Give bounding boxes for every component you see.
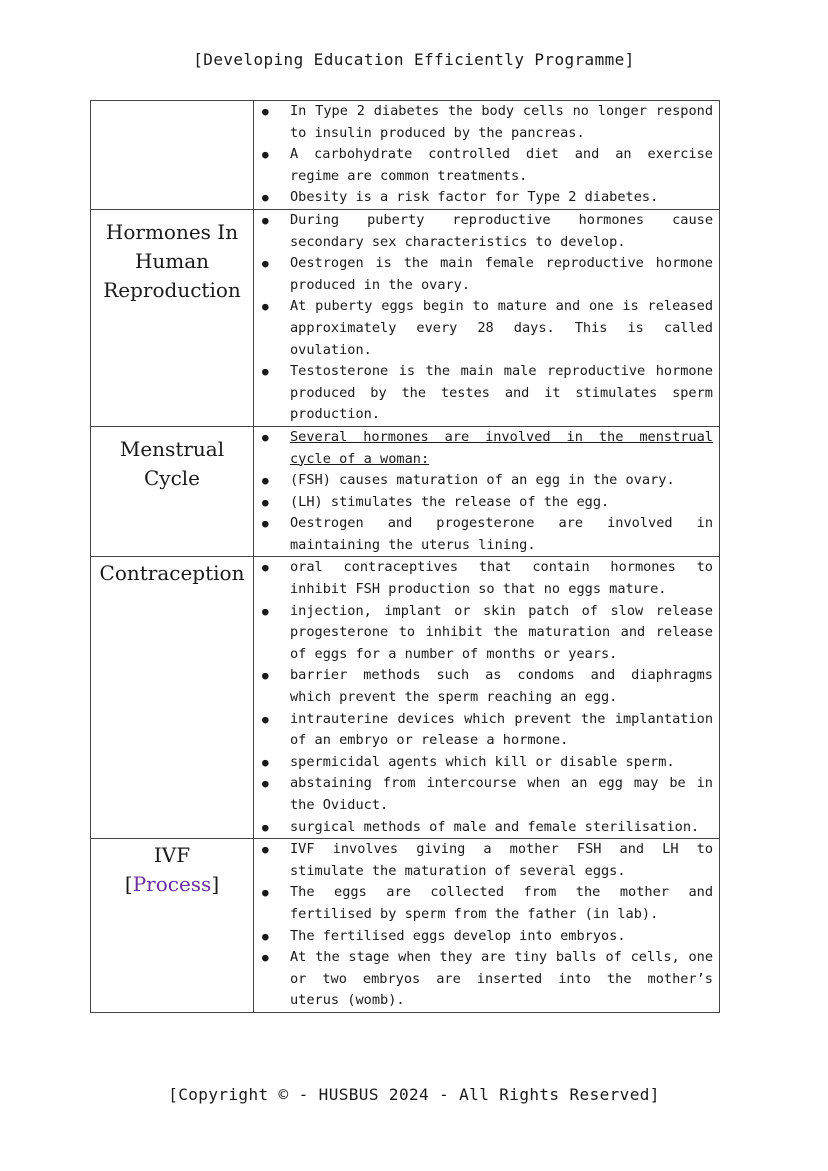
list-item: ● In Type 2 diabetes the body cells no longer respond to insulin produced by the pancreas. (290, 101, 713, 144)
bullet-list (254, 210, 719, 426)
list-item: ● intrauterine devices which prevent the implantation of an embryo or release a hormone. (290, 709, 713, 752)
page-footer: [Copyright © - HUSBUS 2024 - All Rights Reserved] (168, 1085, 660, 1104)
bullet-list (254, 427, 719, 557)
list-item: ● oral contraceptives that contain hormones to inhibit FSH production so that no eggs mature. (290, 557, 713, 600)
points-cell (254, 101, 720, 210)
list-item: ● Obesity is a risk factor for Type 2 diabetes. (290, 187, 713, 209)
list-item: ● Several hormones are involved in the menstrual cycle of a woman: (290, 427, 713, 470)
table-row (91, 557, 720, 839)
points-cell (254, 557, 720, 839)
list-item: ● spermicidal agents which kill or disable sperm. (290, 752, 713, 774)
list-item: ● The eggs are collected from the mother and fertilised by sperm from the father (in lab). (290, 882, 713, 925)
list-item: ● The fertilised eggs develop into embryos. (290, 926, 713, 948)
list-item: ● At puberty eggs begin to mature and one is released approximately every 28 days. This is called ovulation. (290, 296, 713, 361)
topic-cell (91, 101, 254, 210)
topic-cell (91, 839, 254, 1013)
topic-title: Menstrual Cycle (119, 436, 225, 490)
topic-title: Contraception (99, 561, 245, 586)
list-item: ● (FSH) causes maturation of an egg in the ovary. (290, 470, 713, 492)
list-item: ● Testosterone is the main male reproductive hormone produced by the testes and it stimulates sperm production. (290, 361, 713, 426)
table-row (91, 209, 720, 426)
bullet-list (254, 101, 719, 209)
topic-cell (91, 557, 254, 839)
list-item: ● injection, implant or skin patch of slow release progesterone to inhibit the maturation and release of eggs for a number of months or years. (290, 601, 713, 666)
page-header: [Developing Education Efficiently Programme] (193, 50, 635, 69)
list-item: ● Oestrogen and progesterone are involved in maintaining the uterus lining. (290, 513, 713, 556)
list-item: ● surgical methods of male and female sterilisation. (290, 817, 713, 839)
bullet-list (254, 557, 719, 838)
topic-subtitle: [Process] (124, 872, 220, 897)
list-item: ● (LH) stimulates the release of the egg. (290, 492, 713, 514)
list-item: ● A carbohydrate controlled diet and an exercise regime are common treatments. (290, 144, 713, 187)
bullet-list (254, 839, 719, 1012)
topic-cell (91, 209, 254, 426)
table-row (91, 101, 720, 210)
topic-cell (91, 426, 254, 557)
list-item: ● At the stage when they are tiny balls of cells, one or two embryos are inserted into the mother’s uterus (womb). (290, 947, 713, 1012)
list-item: ● IVF involves giving a mother FSH and LH to stimulate the maturation of several eggs. (290, 839, 713, 882)
list-item: ● barrier methods such as condoms and diaphragms which prevent the sperm reaching an egg. (290, 665, 713, 708)
points-cell (254, 426, 720, 557)
points-cell (254, 839, 720, 1013)
table-row (91, 839, 720, 1013)
table-row (91, 426, 720, 557)
points-cell (254, 209, 720, 426)
list-item: ● Oestrogen is the main female reproductive hormone produced in the ovary. (290, 253, 713, 296)
list-item: ● During puberty reproductive hormones cause secondary sex characteristics to develop. (290, 210, 713, 253)
notes-table (90, 100, 720, 1013)
list-item: ● abstaining from intercourse when an egg may be in the Oviduct. (290, 773, 713, 816)
topic-title: IVF (153, 843, 191, 868)
topic-title: Hormones In Human Reproduction (103, 219, 241, 302)
